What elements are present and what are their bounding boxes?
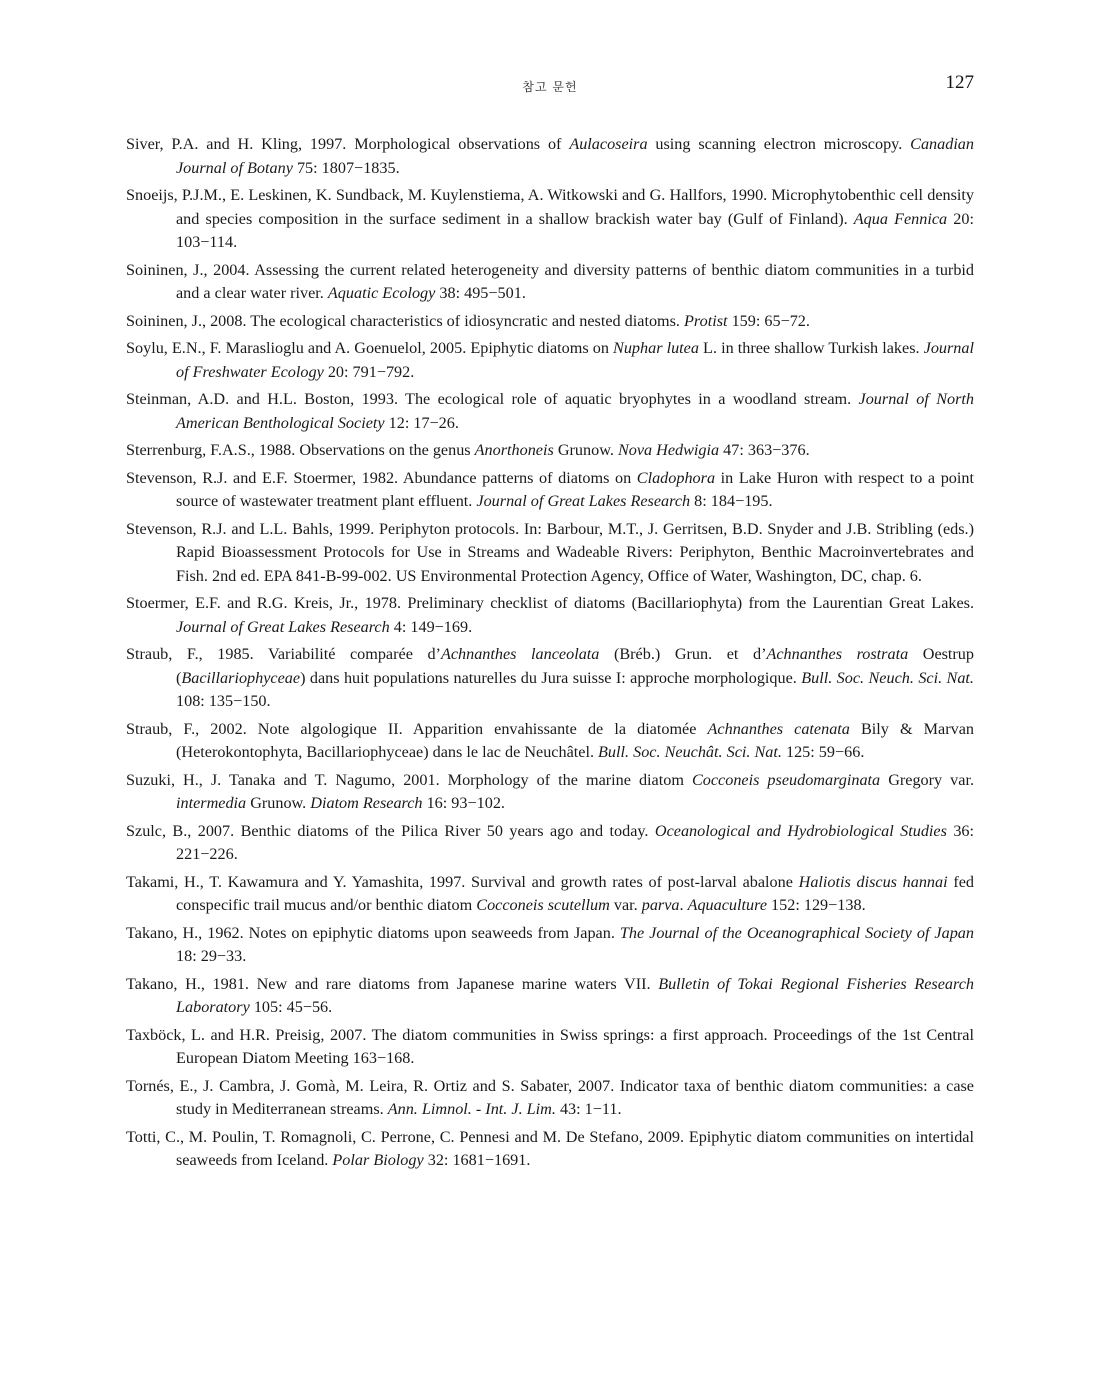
reference-text: 47: 363−376. [719,441,810,459]
reference-entry [126,310,974,334]
reference-italic-text: Anorthoneis [474,441,554,459]
reference-entry [126,388,974,435]
reference-text: 18: 29−33. [176,947,247,965]
reference-entry [126,922,974,969]
reference-text: Stevenson, R.J. and L.L. Bahls, 1999. Periphyton protocols. In: Barbour, M.T., J. Gerritsen, B.D. Snyder and J.B. Stribling (eds.) Rapid Bioassessment Protocols for Use in Streams and Wadeable Rivers: Periphyton, Benthic Macroinvertebrates and Fish. 2nd ed. EPA 841-B-99-002. US Environmental Protection Agency, Office of Water, Washington, DC, chap. 6. [126,519,974,585]
reference-entry [126,184,974,255]
reference-italic-text: Aquatic Ecology [327,284,436,302]
reference-italic-text: Aquaculture [687,896,767,914]
reference-italic-text: Oceanological and Hydrobiological Studies [654,821,947,840]
reference-text: 36: 221−226. [176,821,975,863]
reference-italic-text: Bulletin of Tokai Regional Fisheries Research Laboratory [176,974,974,1016]
reference-text: 43: 1−11. [555,1100,622,1118]
reference-text: Sterrenburg, F.A.S., 1988. Observations on the genus [126,441,475,459]
reference-italic-text: intermedia [176,794,247,812]
reference-italic-text: Cladophora [636,468,716,487]
reference-entry [126,1024,974,1071]
reference-text: Siver, P.A. and H. Kling, 1997. Morphological observations of [126,135,570,153]
reference-text: 125: 59−66. [781,743,865,761]
reference-text: Gregory var. [880,770,974,789]
reference-italic-text: Achnanthes rostrata [766,645,909,663]
reference-italic-text: Achnanthes lanceolata [440,645,600,663]
reference-text: using scanning electron microscopy. [647,135,911,153]
reference-entry [126,718,974,765]
reference-entry [126,871,974,918]
reference-italic-text: Bacillariophyceae [181,668,301,687]
reference-italic-text: Diatom Research [310,794,423,812]
reference-text: Takano, H., 1981. New and rare diatoms from Japanese marine waters VII. [126,974,659,993]
reference-italic-text: The Journal of the Oceanographical Society of Japan [619,923,974,942]
reference-text: (Bréb.) Grun. et d’ [599,645,767,663]
reference-entry [126,259,974,306]
reference-text: 108: 135−150. [176,692,271,710]
reference-text: Soylu, E.N., F. Maraslioglu and A. Goenuelol, 2005. Epiphytic diatoms on [126,339,614,357]
reference-text: Bily & Marvan (Heterokontophyta, Bacillariophyceae) dans le lac de Neuchâtel. [176,719,974,761]
reference-text: Snoeijs, P.J.M., E. Leskinen, K. Sundback, M. Kuylenstiema, A. Witkowski and G. Hallfors, 1990. Microphytobenthic cell density and species composition in the surface sediment in a shallow brackish water bay (Gulf of Finland). [126,186,974,228]
reference-italic-text: Journal of Great Lakes Research [176,617,390,636]
reference-italic-text: Aulacoseira [569,135,648,153]
reference-italic-text: Nova Hedwigia [617,441,720,459]
reference-text: Oestrup ( [176,645,974,687]
running-header [126,74,974,98]
reference-italic-text: Journal of Great Lakes Research [476,492,691,510]
page-number: 127 [945,72,974,93]
reference-text: Totti, C., M. Poulin, T. Romagnoli, C. Perrone, C. Pennesi and M. De Stefano, 2009. Epiphytic diatom communities on intertidal seaweeds from Iceland. [126,1127,974,1169]
section-title: 참고 문헌 [522,80,578,94]
reference-text: 20: 103−114. [176,209,974,251]
reference-text: Taxböck, L. and H.R. Preisig, 2007. The diatom communities in Swiss springs: a first approach. Proceedings of the 1st Central European Diatom Meeting 163−168. [126,1025,974,1067]
reference-entry [126,769,974,816]
reference-text: 159: 65−72. [727,311,810,330]
reference-text: 75: 1807−1835. [292,158,400,177]
reference-text: 105: 45−56. [249,998,333,1016]
reference-list [126,133,974,1177]
reference-text: 152: 129−138. [767,896,866,914]
reference-text: Takami, H., T. Kawamura and Y. Yamashita, 1997. Survival and growth rates of post-larval abalone [126,872,799,891]
reference-italic-text: Bull. Soc. Neuchât. Sci. Nat. [598,743,782,761]
reference-text: 12: 17−26. [384,413,459,432]
reference-text: var. [609,896,642,914]
reference-text: Straub, F., 2002. Note algologique II. Apparition envahissante de la diatomée [126,719,708,738]
reference-italic-text: Haliotis discus hannai [798,872,948,891]
reference-text: Stevenson, R.J. and E.F. Stoermer, 1982. Abundance patterns of diatoms on [126,468,637,487]
reference-italic-text: Cocconeis scutellum [476,896,610,914]
reference-italic-text: Nuphar lutea [613,339,699,357]
reference-italic-text: Polar Biology [332,1151,424,1169]
reference-entry [126,337,974,384]
reference-text: Tornés, E., J. Cambra, J. Gomà, M. Leira, R. Ortiz and S. Sabater, 2007. Indicator taxa of benthic diatom communities: a case study in Mediterranean streams. [126,1076,974,1118]
reference-text: Soininen, J., 2008. The ecological characteristics of idiosyncratic and nested diatoms. [126,311,685,330]
reference-text: Stoermer, E.F. and R.G. Kreis, Jr., 1978. Preliminary checklist of diatoms (Bacillariophyta) from the Laurentian Great Lakes. [126,594,974,612]
reference-entry [126,592,974,639]
reference-entry [126,518,974,589]
reference-text: 38: 495−501. [435,284,526,302]
reference-text: Straub, F., 1985. Variabilité comparée d’ [126,645,441,663]
reference-italic-text: Achnanthes catenata [707,719,850,738]
reference-text: Steinman, A.D. and H.L. Boston, 1993. The ecological role of aquatic bryophytes in a woodland stream. [126,390,859,408]
reference-italic-text: Bull. Soc. Neuch. Sci. Nat. [801,668,974,687]
reference-entry [126,439,974,463]
reference-text: Grunow. [246,794,311,812]
reference-text: 20: 791−792. [323,362,415,381]
reference-entry [126,973,974,1020]
reference-text: 4: 149−169. [389,617,473,636]
reference-entry [126,1075,974,1122]
reference-text: Szulc, B., 2007. Benthic diatoms of the Pilica River 50 years ago and today. [126,821,655,840]
reference-text: 8: 184−195. [690,492,773,510]
reference-text: ) dans huit populations naturelles du Jura suisse I: approche morphologique. [300,668,802,687]
reference-text: Suzuki, H., J. Tanaka and T. Nagumo, 2001. Morphology of the marine diatom [126,770,692,789]
reference-italic-text: Ann. Limnol. - Int. J. Lim. [387,1100,556,1118]
reference-text: Grunow. [553,441,618,459]
reference-entry [126,1126,974,1173]
reference-text: Takano, H., 1962. Notes on epiphytic diatoms upon seaweeds from Japan. [126,923,620,942]
reference-text: fed conspecific trail mucus and/or benthic diatom [176,872,974,914]
reference-italic-text: Aqua Fennica [853,209,948,228]
reference-text: 32: 1681−1691. [423,1151,531,1169]
reference-italic-text: Journal of North American Benthological Society [176,390,974,432]
reference-italic-text: Protist [684,311,728,330]
reference-italic-text: Cocconeis pseudomarginata [691,770,881,789]
reference-italic-text: Journal of Freshwater Ecology [176,339,974,381]
reference-text: 16: 93−102. [422,794,505,812]
reference-entry [126,643,974,714]
reference-entry [126,133,974,180]
reference-text: Soininen, J., 2004. Assessing the current related heterogeneity and diversity patterns of benthic diatom communities in a turbid and a clear water river. [126,260,974,302]
reference-italic-text: Canadian Journal of Botany [176,135,974,177]
reference-entry [126,467,974,514]
reference-entry [126,820,974,867]
reference-italic-text: parva [641,896,680,914]
reference-text: in Lake Huron with respect to a point source of wastewater treatment plant effluent. [176,468,974,510]
reference-text: L. in three shallow Turkish lakes. [698,339,924,357]
reference-text: . [679,896,688,914]
